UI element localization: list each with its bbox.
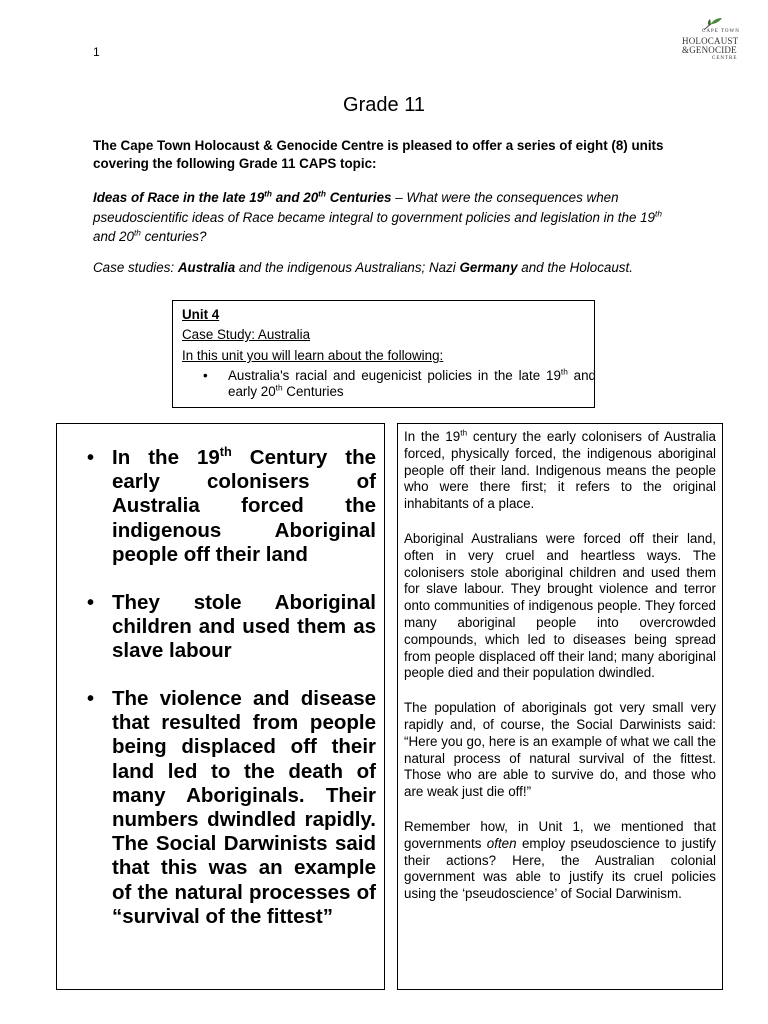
case-study-germany: Germany — [459, 260, 518, 275]
summary-bullet-3: • The violence and disease that resulted from people being displaced off their land led to the death of many Aboriginals. Their numbers dwindled rapidly. The Social Darwinists said that this was an example of the natural processes of “survival of the fittest” — [112, 687, 376, 929]
summary-bullet-1-text-a: In the 19 — [112, 446, 220, 469]
explanation-p4-text-a: Remember how, in Unit 1, we mentioned that governments — [404, 818, 716, 851]
learn-label: In this unit you will learn about the following: — [182, 348, 444, 363]
unit-bullet-text-3: Centuries — [282, 384, 344, 399]
case-studies-mid: and the indigenous Australians; Nazi — [235, 260, 460, 275]
summary-bullets-box — [56, 423, 385, 990]
case-studies-suffix: and the Holocaust. — [517, 260, 633, 275]
explanation-paragraph-3: The population of aboriginals got very small very rapidly and, of course, the Social Darwinists said: “Here you go, here is an example of what we call the natural process of natural survival of the fittest. Those who are able to survive do, and those who are weak just die off!” — [404, 700, 716, 800]
summary-bullet-2: • They stole Aboriginal children and used them as slave labour — [112, 591, 376, 664]
unit-label: Unit 4 — [182, 307, 220, 322]
topic-bold-2: and 20 — [272, 190, 319, 205]
topic-bold-1: Ideas of Race in the late 19 — [93, 190, 265, 205]
topic-sup-1: th — [264, 188, 273, 199]
summary-bullet-1-sup: th — [219, 444, 232, 460]
topic-sup-3: th — [655, 208, 662, 219]
logo-line-4: CENTRE — [712, 56, 738, 61]
explanation-p4-emphasis: often — [486, 835, 517, 851]
unit-summary-box — [172, 300, 595, 408]
case-study-australia: Australia — [177, 260, 236, 275]
summary-bullet-1 — [112, 446, 376, 567]
topic-text-3: centuries? — [140, 229, 207, 244]
explanation-paragraph-2: Aboriginal Australians were forced off their land, often in very cruel and heartless ways. The colonisers stole aboriginal children and used them for slave labour. They brought violence and terror onto communities of indigenous people. They forced many aboriginal people into overcrowded compounds, which led to diseases being spread from people displaced off their land; many aboriginal people died and their population dwindled. — [404, 530, 716, 681]
case-study-label: Case Study: Australia — [182, 327, 311, 342]
logo-line-1: CAPE TOWN — [702, 29, 740, 34]
unit-bullet-text-2: and early 20 — [228, 368, 596, 399]
case-studies-paragraph — [93, 258, 673, 277]
explanation-p1-text-b: century the early colonisers of Australia forced, physically forced, the indigenous aboriginal people off their land. Indigenous means the people who were there first; it refers to the original inhabitants of a place. — [404, 429, 716, 512]
topic-text-2: and 20 — [93, 229, 134, 244]
unit-bullet-sup-1: th — [560, 366, 568, 377]
explanation-paragraph-4 — [404, 819, 716, 903]
explanation-p1-sup: th — [460, 427, 468, 438]
unit-bullet-text-1: Australia's racial and eugenicist policies in the late 19 — [228, 368, 561, 383]
summary-bullet-1-text-b: Century the early colonisers of Australia forced the indigenous Aboriginal people off their land — [112, 446, 376, 566]
intro-paragraph: The Cape Town Holocaust & Genocide Centre is pleased to offer a series of eight (8) units covering the following Grade 11 CAPS topic: — [93, 138, 664, 171]
case-studies-prefix: Case studies: — [93, 260, 178, 275]
topic-sup-4: th — [133, 227, 141, 238]
explanation-p1-text-a: In the 19 — [404, 429, 461, 444]
topic-paragraph — [93, 188, 673, 247]
logo-line-2: HOLOCAUST — [682, 36, 739, 46]
explanation-p4-text-b: employ pseudoscience to justify their actions? Here, the Australian colonial government was able to justify its cruel policies using the ‘pseudoscience’ of Social Darwinism. — [404, 835, 716, 902]
page-number: 1 — [93, 45, 100, 59]
unit-bullet — [228, 368, 596, 400]
explanation-paragraph-1 — [404, 429, 716, 513]
page-title: Grade 11 — [343, 94, 425, 116]
unit-bullet-sup-2: th — [275, 382, 283, 393]
topic-sup-2: th — [318, 188, 327, 199]
topic-bold-3: Centuries — [326, 190, 392, 205]
topic-text-1: – What were the consequences when pseudoscientific ideas of Race became integral to government policies and legislation in the 19 — [93, 190, 656, 225]
centre-logo — [682, 17, 744, 63]
explanation-box — [397, 423, 723, 990]
logo-line-3: &GENOCIDE — [682, 45, 737, 55]
